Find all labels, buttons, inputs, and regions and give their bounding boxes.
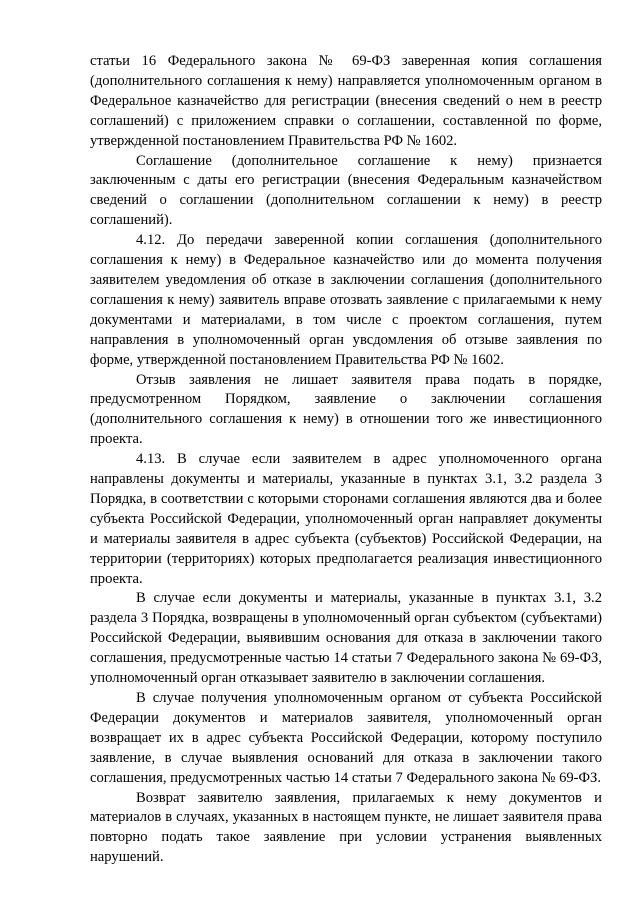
paragraph-agreement-concluded: Соглашение (дополнительное соглашение к нему) признается заключенным с даты его регистрации (внесения Федеральным казначейством сведений о соглашении (дополнительном соглашении к нему) в реестр соглашений).: [90, 152, 602, 229]
paragraph-documents-received: В случае получения уполномоченным органом от субъекта Российской Федерации документов и материалов заявителя, уполномоченный орган возвращает их в адрес субъекта Российской Федерации, которому поступило заявление, в случае выявления оснований для отказа в заключении такого соглашения, предусмотренных частью 14 статьи 7 Федерального закона № 69-ФЗ.: [90, 690, 602, 786]
paragraph-withdrawal-rights: Отзыв заявления не лишает заявителя права подать в порядке, предусмотренном Порядком, заявление о заключении соглашения (дополнительного соглашения к нему) в отношении того же инвестиционного проекта.: [90, 371, 602, 448]
paragraph-documents-returned: В случае если документы и материалы, указанные в пунктах 3.1, 3.2 раздела 3 Порядка, возвращены в уполномоченный орган субъектом (субъектами) Российской Федерации, выявившим основания для отказа в заключении такого соглашения, предусмотренные частью 14 статьи 7 Федерального закона № 69-ФЗ, уполномоченный орган отказывает заявителю в заключении соглашения.: [90, 590, 602, 687]
document-page: [90, 52, 602, 868]
paragraph-4-13: 4.13. В случае если заявителем в адрес уполномоченного органа направлены документы и материалы, указанные в пунктах 3.1, 3.2 раздела 3 Порядка, в соответствии с которыми сторонами соглашения являются два и более субъекта Российской Федерации, уполномоченный орган направляет документы и материалы заявителя в адрес субъекта (субъектов) Российской Федерации, на территории (территориях) которых предполагается реализация инвестиционного проекта.: [90, 451, 602, 587]
paragraph-continuation-article-16: статьи 16 Федерального закона № 69-ФЗ заверенная копия соглашения (дополнительного соглашения к нему) направляется уполномоченным органом в Федеральное казначейство для регистрации (внесения сведений о нем в реестр соглашений) с приложением справки о соглашении, составленной по форме, утвержденной постановлением Правительства РФ № 1602.: [90, 53, 602, 149]
paragraph-4-12: 4.12. До передачи заверенной копии соглашения (дополнительного соглашения к нему) в Федеральное казначейство или до момента получения заявителем уведомления об отказе в заключении соглашения (дополнительного соглашения к нему) заявитель вправе отозвать заявление с прилагаемыми к нему документами и материалами, в том числе с проектом соглашения, путем направления в уполномоченный орган увсдомления об отзыве заявления по форме, утвержденной постановлением Правительства РФ № 1602.: [90, 232, 602, 368]
paragraph-return-no-deprivation: Возврат заявителю заявления, прилагаемых к нему документов и материалов в случаях, указанных в настоящем пункте, не лишает заявителя права повторно подать такое заявление при условии устранения выявленных нарушений.: [90, 789, 602, 866]
